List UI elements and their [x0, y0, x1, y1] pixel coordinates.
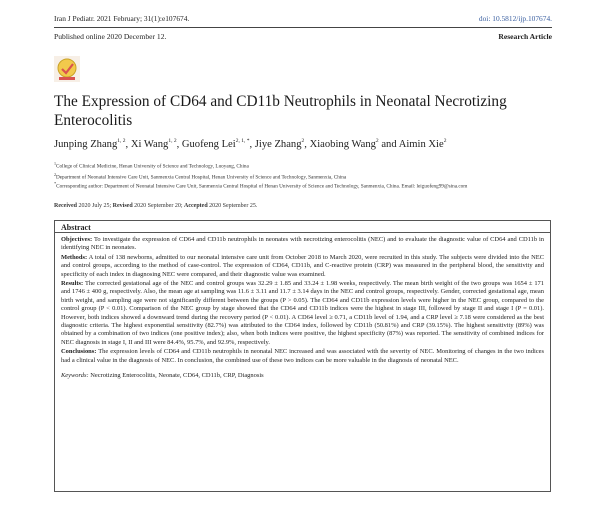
affiliation-line: $^1$College of Clinical Medicine, Henan University of Science and Technology, Luoyang, China: [54, 161, 249, 170]
abstract-box: [54, 220, 551, 492]
author-name[interactable]: Aimin Xie$^2$: [398, 138, 447, 150]
objectives-paragraph: Objectives: To investigate the expression of CD64 and CD11b neutrophils in neonates with necrotizing enterocolitis (NEC) and to evaluate the diagnostic value of CD64 and CD11b in identifying NEC in neonates.: [61, 236, 544, 252]
affiliation-line: $^2$Department of Neonatal Intensive Care Unit, Sanmenxia Central Hospital, Henan University of Science and Technology, Sanmenxia, China: [54, 171, 347, 181]
article-type: Research Article: [498, 32, 552, 41]
results-paragraph: Results: The corrected gestational age of the NEC and control groups was 32.29 ± 1.85 and 33.24 ± 1.98 weeks, respectively. The mean birth weight of the two groups was 1654 ± 171 and 1746 ± 400 g, respectively. Also, the mean age at sampling was 11.6 ± 3.11 and 11.7 ± 3.14 days in the NEC and control groups, respectively. Gender, corrected gestational age, mean birth weight, and sampling age were not significantly different between the groups (P > 0.05). The CD64 and CD11b expression levels were higher in the NEC group, compared to the control group (P < 0.01). Comparison of the NEC group by stage showed that the CD64 and CD11b indices were the highest in stage III, followed by stage II and stage I (P = 0.01). However, both indices showed a downward trend during the recovery period (P < 0.01). A CD64 level ≥ 0.71, a CD11b level of 1.94, and a CRP level ≥ 7.18 were considered as the best diagnostic criteria. The highest exponential sensitivity (82.7%) was attributed to the CD64 index, followed by CD11b (50.81%) and CRP (39.15%). The highest sensitivity (89%) was obtained by a combination of two indices (one positive index); also, when both indices were positive, the highest specificity (87%) was reported. The sensitivity of combined indices for NEC diagnosis in stage I, II and III were 84.4%, 95.7%, and 92.9%, respectively.: [61, 280, 544, 346]
corresponding-author: *Corresponding author: Department of Neonatal Intensive Care Unit, Sanmenxia Central Hospital of Henan University of Science and Technology, Sanmenxia, China. Email: leiguofeng99@sina.com: [54, 181, 468, 190]
methods-paragraph: Methods: A total of 138 newborns, admitted to our neonatal intensive care unit from October 2018 to March 2020, were recruited in this study. The subjects were divided into the NEC and control groups, according to the method of case-control. The expression of CD64, CD11b, and C-reactive protein (CRP) was measured in the peripheral blood, the sensitivity and specificity of each index in diagnosing NEC were compared, and their diagnostic value was examined.: [61, 253, 544, 278]
abstract-heading: Abstract: [55, 221, 550, 233]
author-name[interactable]: Junping Zhang$^{1, 2}$: [54, 138, 126, 150]
article-title: The Expression of CD64 and CD11b Neutrophils in Neonatal Necrotizing Enterocolitis: [54, 93, 507, 129]
running-header: [54, 14, 552, 26]
keywords-line: Keywords: Necrotizing Enterocolitis, Neonate, CD64, CD11b, CRP, Diagnosis: [61, 372, 264, 380]
abstract-body: [55, 233, 550, 381]
affiliations: [54, 160, 552, 181]
publication-line: [54, 32, 552, 41]
published-date: Published online 2020 December 12.: [54, 32, 167, 41]
doi-link[interactable]: doi: 10.5812/ijp.107674.: [478, 14, 552, 23]
journal-reference: Iran J Pediatr. 2021 February; 31(1):e107674.: [54, 14, 190, 23]
author-list: Junping Zhang$^{1, 2}$, Xi Wang$^{1, 2}$, Guofeng Lei$^{2, 1, *}$, Jiye Zhang$^2$, Xiaobing Wang$^2$ and Aimin Xie$^2$: [54, 138, 447, 150]
history-dates: Received 2020 July 25; Revised 2020 September 20; Accepted 2020 September 25.: [54, 203, 258, 209]
author-name[interactable]: Jiye Zhang$^2$: [254, 138, 305, 150]
conclusions-paragraph: Conclusions: The expression levels of CD64 and CD11b neutrophils in neonatal NEC increased and was associated with the severity of NEC. Monitoring of changes in the two indices had a clinical value in the diagnosis of NEC. In conclusion, the combined use of these two indices can be more valuable in the diagnosis of neonatal NEC.: [61, 348, 545, 364]
author-name[interactable]: Guofeng Lei$^{2, 1, *}$: [181, 138, 250, 150]
author-name[interactable]: Xiaobing Wang$^2$: [309, 138, 379, 150]
header-rule: [54, 27, 552, 28]
crossmark-logo-icon[interactable]: [54, 56, 80, 82]
author-name[interactable]: Xi Wang$^{1, 2}$: [130, 138, 177, 150]
